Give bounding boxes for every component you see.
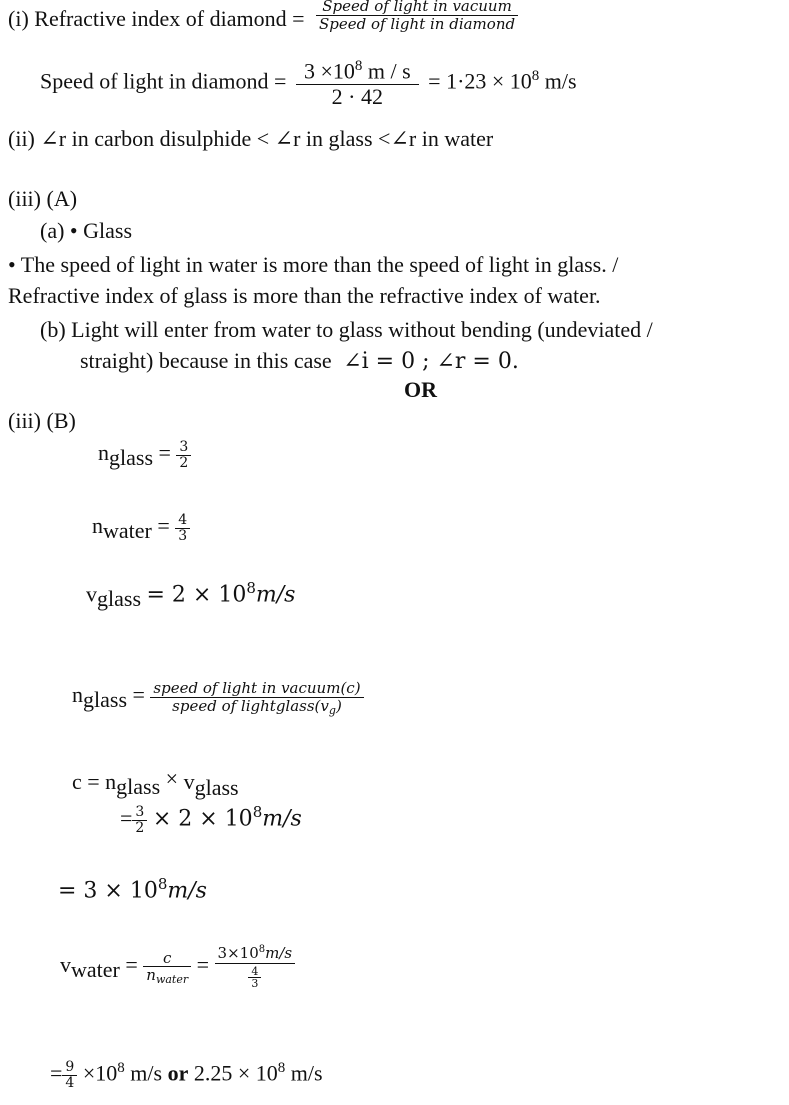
c-equation: c = nglass × vglass xyxy=(72,766,239,800)
n-glass-definition: nglass = $\frac{\text{speed of light in vacuum(c)}}{speed of lightglass(v_g)}$ xyxy=(72,680,364,714)
final-answer: = $\frac{9}{4}$ $\times 10^8$ m/s or $2.25 \times 10^8$ m/s xyxy=(50,1059,323,1091)
part-ii-line: (ii) ∠r in carbon disulphide < ∠r in glass <∠r in water xyxy=(8,126,494,151)
part-a-answer: (a) • Glass xyxy=(40,218,133,243)
n-glass-value: nglass = $\frac{3}{2}$ xyxy=(98,440,191,470)
c-result: = $3 \times 10^8m/s$ xyxy=(58,875,207,904)
part-iii-a-heading: (iii) (A) xyxy=(8,186,78,211)
angle-values: ∠i = 0 ; ∠r = 0. xyxy=(343,349,519,374)
v-water-equation: vwater = $\frac{c}{n_{water}}$ = $\frac{3\times 10^8m/s}{\frac{4}{3}}$ xyxy=(60,944,295,990)
bullet-line-1: • The speed of light in water is more than the speed of light in glass. / xyxy=(8,252,619,277)
part-i-line xyxy=(8,0,518,38)
n-water-value: nwater = $\frac{4}{3}$ xyxy=(92,513,190,543)
part-b-line-2: straight) because in this case ∠i = 0 ; ∠r = 0. xyxy=(80,348,519,374)
speed-fraction: $\frac{3 \times 10^8 m / s}{2 \cdot 42}$ xyxy=(296,58,419,109)
part-iii-b-heading: (iii) (B) xyxy=(8,408,76,433)
bullet-line-2: Refractive index of glass is more than the refractive index of water. xyxy=(8,283,601,308)
or-divider: OR xyxy=(404,377,437,402)
v-glass-value: vglass = $2 \times 10^8m/s$ xyxy=(86,579,296,612)
c-step-1: = $\frac{3}{2}$ × $2 \times 10^8m/s$ xyxy=(120,803,302,836)
refractive-index-fraction: $\frac{\text{Speed of light in vacuum}}{\text{Speed of light in diamond}}$ xyxy=(316,0,518,32)
part-i-label: (i) Refractive index of diamond = xyxy=(8,6,305,32)
part-b-line-1: (b) Light will enter from water to glass without bending (undeviated / xyxy=(40,317,653,342)
speed-in-diamond-line: Speed of light in diamond = $\frac{3 \times 10^8 m / s}{2 \cdot 42}$ = $1\cdot 23 \times 10^8$ m/s xyxy=(40,58,577,109)
